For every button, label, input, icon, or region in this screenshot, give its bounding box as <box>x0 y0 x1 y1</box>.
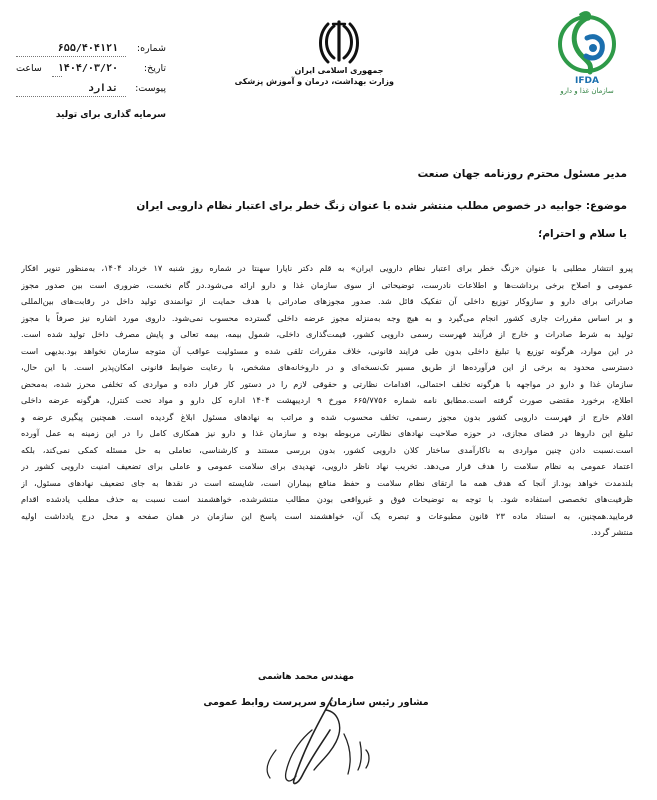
iran-emblem-block <box>234 20 394 86</box>
slogan-note: سرمایه گذاری برای تولید <box>55 110 166 120</box>
iran-emblem-icon <box>316 20 362 64</box>
ministry-name: وزارت بهداشت، درمان و آموزش پزشکی <box>234 77 394 86</box>
greeting: با سلام و احترام؛ <box>538 228 627 240</box>
body-line: صادراتی برای دارو و سازوکار توزیع داخلی آن تفکیک قائل شد. صدور مجوزهای صادراتی با هدف حمایت از توانمندی تولید داخل در رقابت‌های بین‌المللی <box>21 296 633 306</box>
ifda-persian: سازمان غذا و دارو <box>560 87 614 95</box>
signer-title: مشاور رئیس سازمان و سرپرست روابط عمومی <box>203 697 429 708</box>
body-line: و بر اساس مقررات جاری کشور انجام می‌گیرد و به هیچ وجه به‌منزله مجوز عرضه داخلی گسترده محسوب نمی‌شود. داروی مورد اشاره نیز صرفاً با مجوز <box>21 312 633 323</box>
body-line: اقلام خارج از فهرست دارویی کشور بدون مجوز رسمی، تخلف محسوب شده و مراتب به نهادهای مسئول ابلاغ گردیده است. همچنین پیگیری عرضه و <box>21 411 633 422</box>
date-value: ۱۴۰۴/۰۳/۲۰ <box>57 63 118 74</box>
addressee: مدیر مسئول محترم روزنامه جهان صنعت <box>417 168 627 180</box>
body-line: بلندمدت خواهد بود.از آنجا که هدف همه ما ارتقای نظام سلامت و حفظ منافع بیماران است، شایسته است در نقدها به جای تضعیف نهادهای مسئول، از <box>21 477 633 488</box>
date-row <box>16 60 166 80</box>
body-line: ظرفیت‌های تخصصی استفاده شود. با توجه به توضیحات فوق و غیرواقعی بودن مطالب منتشرشده، خواهشمند است نسبت به حذف مطلب یادشده اقدام <box>21 494 633 504</box>
body-line: منتشر گردد. <box>590 527 633 537</box>
attachment-row <box>16 80 166 100</box>
ifda-latin: IFDA <box>575 76 599 86</box>
body-line: است.نسبت دادن چنین مواردی به ناکارآمدی ساختار کلان دارویی کشور، بدون بررسی مستند و کارشناسی، تعاملی به حل مسئله کمکی نمی‌کند، بلکه <box>21 444 633 455</box>
body-line: فرمایید.همچنین، به استناد ماده ۲۳ قانون مطبوعات و تبصره یک آن، خواهشمند است پاسخ این سازمان در همان صفحه و محل درج یادداشت اولیه <box>21 510 633 521</box>
time-label: ساعت <box>16 63 42 74</box>
body-line: اعتماد عمومی به نظام سلامت را هدف قرار می‌دهد. تخریب نهاد ناظر دارویی، تهدیدی برای سلامت عمومی و عاملی برای تضعیف امنیت دارویی کشور در <box>21 461 633 471</box>
number-value: ۶۵۵/۴۰۴۱۲۱ <box>57 43 118 54</box>
body-line: سازمان غذا و دارو در مواجهه با هرگونه تخلف احتمالی، اقدامات نظارتی و حقوقی لازم را در دستور کار قرار داده و مواردی که تخلفی محرز شده، به‌محض <box>21 378 633 389</box>
body-line: در این موارد، هرگونه توزیع یا تبلیغ داخلی بدون طی فرایند قانونی، خلاف مقررات تلقی شده و مسئولیت عواقب آن متوجه سازمان نخواهد بود.بدیهی است <box>21 345 633 356</box>
body-line: عمومی و اصلاح برخی برداشت‌ها و اطلاعات نادرست، توضیحاتی از سوی سازمان غذا و دارو ارائه می‌شود.در گام نخست، ضروری است بین صدور مجوز <box>21 279 633 290</box>
body-line: دسترسی محدود به برخی از این فرآورده‌ها از طریق مسیر تک‌نسخه‌ای و در داروخانه‌های مشخص، با رعایت ضوابط قانونی امکان‌پذیر است. با این حال، <box>21 362 633 372</box>
subject-line: موضوع: جوابیه در خصوص مطلب منتشر شده با عنوان زنگ خطر برای اعتبار نظام دارویی ایران <box>136 200 627 212</box>
body-line: تبلیغ این داروها در فضای مجازی، در حوزه صلاحیت نهادهای نظارتی مربوطه بوده و سازمان غذا و دارو نیز همکاری کامل را در این زمینه به عمل آورده <box>21 428 633 438</box>
number-label: شماره: <box>136 43 166 54</box>
ifda-logo-icon <box>552 8 622 80</box>
attachment-value: ندارد <box>87 83 118 94</box>
body-line: پیرو انتشار مطلبی با عنوان «زنگ خطر برای اعتبار نظام دارویی ایران» به قلم دکتر نایارا سهنتا در شماره روز شنبه ۱۷ خرداد ۱۴۰۴، بەمنظور تنویر افکار <box>21 263 633 273</box>
date-label: تاریخ: <box>143 63 166 74</box>
ifda-logo <box>547 8 627 108</box>
emblem-title: جمهوری اسلامی ایران <box>294 66 384 75</box>
number-row <box>16 40 166 60</box>
handwritten-signature-icon <box>220 690 410 790</box>
body-line: تولید به شرط صادرات و خارج از فرآیند فهرست رسمی دارویی کشور، قیمت‌گذاری داخلی، شمول بیمه، بیمه تعالی و پایش مصرف داخل تولید شده است. <box>21 329 633 339</box>
body-line: اطلاع، برخورد مقتضی صورت گرفته است.مطابق نامه شماره ۶۶۵/۷۷۵۶ مورخ ۹ اردیبهشت ۱۴۰۴ اداره کل دارو و مواد تحت کنترل، هرگونه عرضه داخلی <box>21 395 633 405</box>
letter-body <box>21 260 633 541</box>
letter-meta <box>16 40 166 100</box>
attachment-label: پیوست: <box>135 83 166 94</box>
signer-name: مهندس محمد هاشمی <box>258 672 354 682</box>
time-dots <box>52 76 62 77</box>
